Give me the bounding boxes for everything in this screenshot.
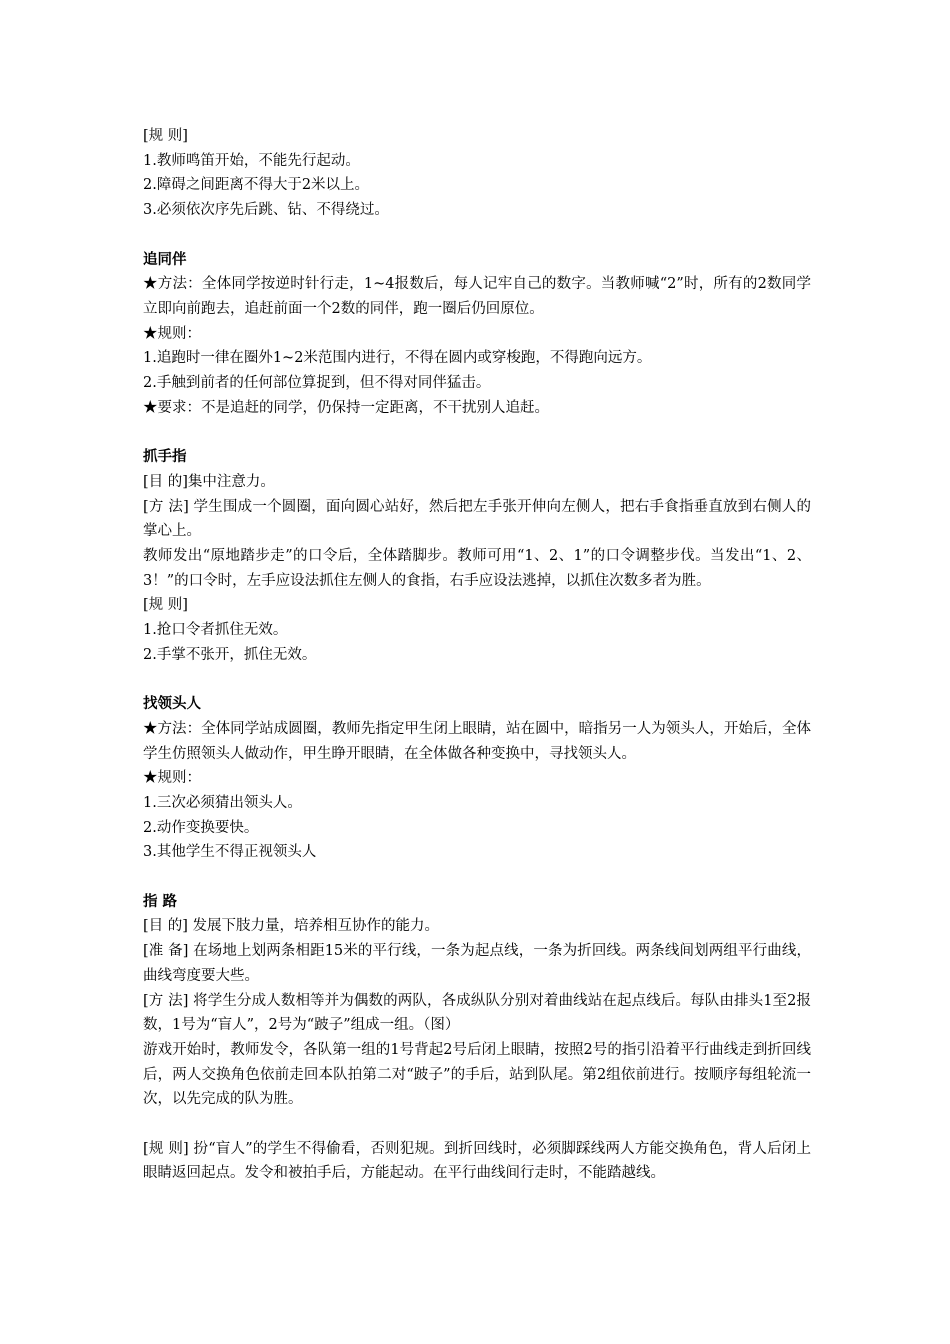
rule-item: 1.教师鸣笛开始，不能先行起动。 <box>143 152 360 169</box>
section-title: 找领头人 <box>143 695 201 713</box>
method-paragraph: 游戏开始时，教师发令，各队第一组的1号背起2号后闭上眼睛，按照2号的指引沿着平行曲线走到折回线后，两人交换角色依前走回本队拍第二对“跛子”的手后，站到队尾。第2组依前进行。按顺序每组轮流一次，以先完成的队为胜。 <box>143 1041 811 1108</box>
section-catch-finger <box>143 445 811 667</box>
rules-heading: ★规则： <box>143 770 201 787</box>
method-paragraph: ★方法：全体同学站成圆圈，教师先指定甲生闭上眼睛，站在圆中，暗指另一人为领头人，开始后，全体学生仿照领头人做动作，甲生睁开眼睛，在全体做各种变换中，寻找领头人。 <box>143 720 811 762</box>
section-guide-way <box>143 890 811 1186</box>
preparation-paragraph: [准 备] 在场地上划两条相距15米的平行线，一条为起点线，一条为折回线。两条线间划两组平行曲线，曲线弯度要大些。 <box>143 943 811 984</box>
purpose-line: [目 的]集中注意力。 <box>143 473 275 490</box>
spacer <box>143 667 811 692</box>
rules-paragraph: [规 则] 扮“盲人”的学生不得偷看，否则犯规。到折回线时，必须脚踩线两人方能交换角色，背人后闭上眼睛返回起点。发令和被拍手后，方能起动。在平行曲线间行走时，不能踏越线。 <box>143 1140 811 1182</box>
rule-item: 1.三次必须猜出领头人。 <box>143 794 302 811</box>
section-chase-partner <box>143 248 811 421</box>
spacer <box>143 865 811 890</box>
section-obstacle-rules <box>143 124 811 223</box>
rules-heading: [规 则] <box>143 128 188 144</box>
rule-item: 3.其他学生不得正视领头人 <box>143 844 317 861</box>
spacer <box>143 420 811 445</box>
rule-item: 1.抢口令者抓住无效。 <box>143 622 288 639</box>
rules-heading: ★规则： <box>143 325 201 342</box>
purpose-line: [目 的] 发展下肢力量，培养相互协作的能力。 <box>143 918 440 935</box>
section-title: 抓手指 <box>143 448 187 466</box>
rule-item: 2.手掌不张开，抓住无效。 <box>143 646 317 663</box>
rule-item: 2.手触到前者的任何部位算捉到，但不得对同伴猛击。 <box>143 375 491 392</box>
method-paragraph: [方 法] 将学生分成人数相等并为偶数的两队，各成纵队分别对着曲线站在起点线后。每队由排头1至2报数，1号为“盲人”，2号为“跛子”组成一组。（图） <box>143 992 811 1034</box>
rule-item: 2.动作变换要快。 <box>143 819 259 836</box>
section-title: 指 路 <box>143 892 178 910</box>
rule-item: 3.必须依次序先后跳、钻、不得绕过。 <box>143 202 389 219</box>
rule-item: 1.追跑时一律在圈外1~2米范围内进行，不得在圆内或穿梭跑，不得跑向远方。 <box>143 350 652 367</box>
section-find-leader <box>143 692 811 865</box>
section-title: 追同伴 <box>143 250 187 268</box>
method-paragraph: 教师发出“原地踏步走”的口令后，全体踏脚步。教师可用“1、2、1”的口令调整步伐。当发出“1、2、3！”的口令时，左手应设法抓住左侧人的食指，右手应设法逃掉，以抓住次数多者为胜。 <box>143 547 811 589</box>
rules-heading: [规 则] <box>143 597 188 614</box>
method-paragraph: [方 法] 学生围成一个圆圈，面向圆心站好，然后把左手张开伸向左侧人，把右手食指垂直放到右侧人的掌心上。 <box>143 498 811 540</box>
method-paragraph: ★方法：全体同学按逆时针行走，1~4报数后，每人记牢自己的数字。当教师喊“2”时，所有的2数同学立即向前跑去，追赶前面一个2数的同伴，跑一圈后仍回原位。 <box>143 276 811 317</box>
rule-item: 2.障碍之间距离不得大于2米以上。 <box>143 177 370 194</box>
spacer <box>143 223 811 248</box>
spacer <box>143 1112 811 1137</box>
requirement-line: ★要求：不是追赶的同学，仍保持一定距离，不干扰别人追赶。 <box>143 399 549 416</box>
document-page <box>143 124 811 1186</box>
